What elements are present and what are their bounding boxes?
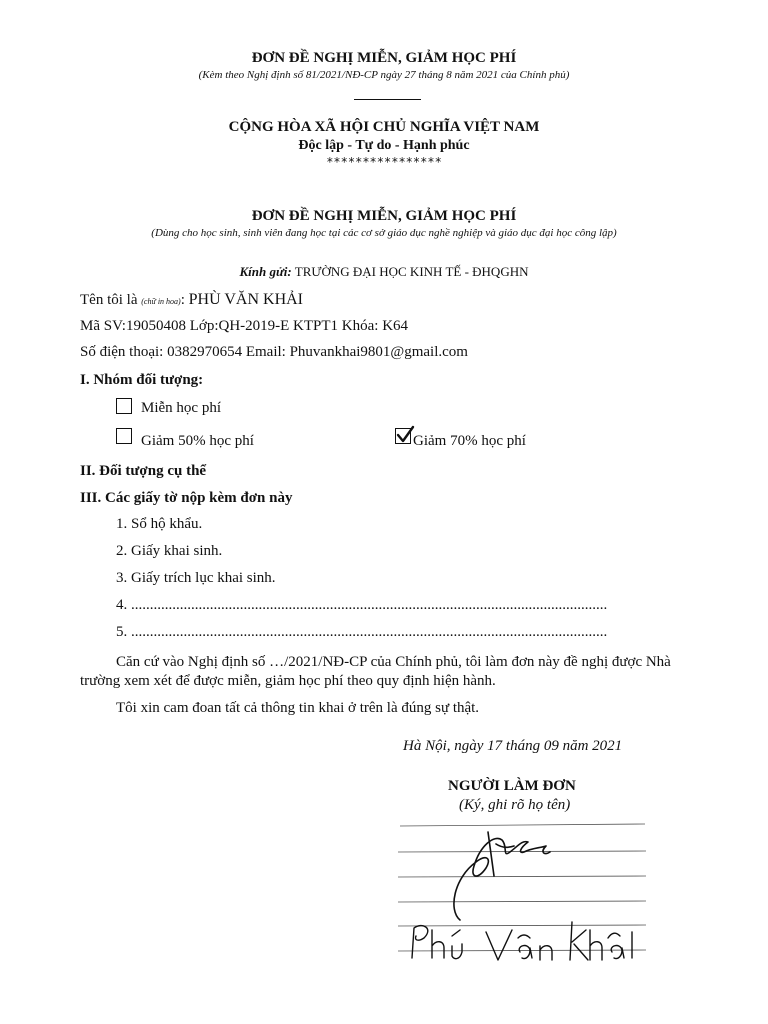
document-header-title: ĐƠN ĐỀ NGHỊ MIỄN, GIẢM HỌC PHÍ: [251, 50, 517, 66]
document-item-blank: 4. ...............................................................................................................................: [116, 597, 608, 613]
national-motto: Độc lập - Tự do - Hạnh phúc: [298, 138, 470, 153]
signer-role: NGƯỜI LÀM ĐƠN: [448, 778, 576, 794]
reduce-50-checkbox[interactable]: [116, 428, 132, 444]
reduce-70-checkbox[interactable]: [395, 428, 411, 444]
country-name: CỘNG HÒA XÃ HỘI CHỦ NGHĨA VIỆT NAM: [228, 119, 540, 135]
student-name: PHÙ VĂN KHẢI: [188, 291, 303, 308]
request-paragraph: Căn cứ vào Nghị định số …/2021/NĐ-CP của Chính phủ, tôi làm đơn này đề nghị được Nhà trường xem xét để được miễn, giảm học phí theo quy định hiện hành.: [80, 654, 671, 689]
header-divider: [354, 99, 421, 100]
reduce-50-label: Giảm 50% học phí: [141, 433, 254, 449]
name-colon: :: [180, 292, 189, 308]
document-item: 1. Sổ hộ khẩu.: [116, 516, 203, 532]
signature-image: [390, 818, 652, 968]
exemption-checkbox[interactable]: [116, 398, 132, 414]
section3-heading: III. Các giấy tờ nộp kèm đơn này: [80, 490, 293, 506]
motto-stars: ****************: [326, 155, 442, 169]
place-date: Hà Nội, ngày 17 tháng 09 năm 2021: [403, 738, 623, 754]
form-subtitle: (Dùng cho học sinh, sinh viên đang học tại các cơ sở giáo dục nghề nghiệp và giáo dục đại học công lập): [151, 227, 617, 239]
document-header-subtitle: (Kèm theo Nghị định số 81/2021/NĐ-CP ngày 27 tháng 8 năm 2021 của Chính phủ): [198, 69, 570, 81]
document-item: 3. Giấy trích lục khai sinh.: [116, 570, 276, 586]
form-title: ĐƠN ĐỀ NGHỊ MIỄN, GIẢM HỌC PHÍ: [251, 208, 517, 224]
reduce-70-label: Giảm 70% học phí: [413, 433, 526, 449]
name-line: [80, 291, 303, 309]
section1-heading: I. Nhóm đối tượng:: [80, 372, 204, 388]
contact-info-line: Số điện thoại: 0382970654 Email: Phuvankhai9801@gmail.com: [80, 344, 468, 360]
name-hint: (chữ in hoa): [141, 297, 181, 306]
document-item: 2. Giấy khai sinh.: [116, 543, 223, 559]
document-item-blank: 5. ...............................................................................................................................: [116, 624, 608, 640]
checkmark-icon: [395, 425, 415, 445]
handwritten-signature: [390, 818, 652, 968]
student-info-line: Mã SV:19050408 Lớp:QH-2019-E KTPT1 Khóa: K64: [80, 318, 409, 334]
signature-instruction: (Ký, ghi rõ họ tên): [459, 797, 571, 813]
recipient-label: Kính gửi:: [239, 264, 292, 279]
commitment-paragraph: Tôi xin cam đoan tất cả thông tin khai ở trên là đúng sự thật.: [116, 700, 480, 716]
section2-heading: II. Đối tượng cụ thể: [80, 463, 207, 479]
name-label: Tên tôi là: [80, 292, 142, 308]
recipient-line: [0, 264, 768, 280]
exemption-label: Miễn học phí: [141, 400, 221, 416]
recipient-name: TRƯỜNG ĐẠI HỌC KINH TẾ - ĐHQGHN: [291, 264, 529, 279]
